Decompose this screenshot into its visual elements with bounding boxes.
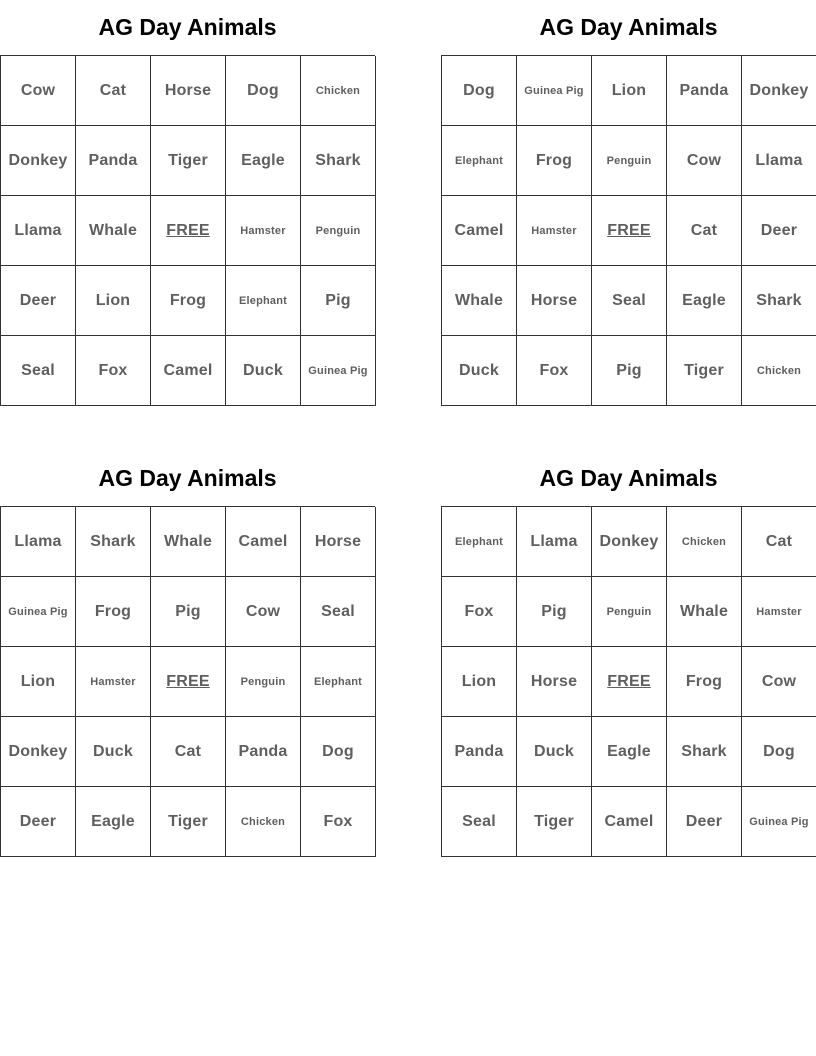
bingo-cell: Cat — [76, 56, 151, 126]
bingo-cell: Frog — [667, 647, 742, 717]
card-title: AG Day Animals — [539, 14, 718, 40]
bingo-cell: Donkey — [592, 507, 667, 577]
bingo-cell: Cow — [1, 56, 76, 126]
bingo-cell: Donkey — [1, 717, 76, 787]
bingo-cell: Cow — [742, 647, 816, 717]
bingo-cell: Penguin — [226, 647, 301, 717]
bingo-cell: Guinea Pig — [742, 787, 816, 857]
bingo-cell: Duck — [442, 336, 517, 406]
bingo-cell: Horse — [517, 266, 592, 336]
bingo-cell: Fox — [442, 577, 517, 647]
bingo-cell: Duck — [517, 717, 592, 787]
bingo-cell: Tiger — [667, 336, 742, 406]
bingo-cell: Guinea Pig — [517, 56, 592, 126]
card-title: AG Day Animals — [98, 465, 277, 491]
bingo-cell: Deer — [742, 196, 816, 266]
bingo-card-2 — [441, 0, 816, 406]
bingo-cell: Hamster — [742, 577, 816, 647]
bingo-cell: Deer — [667, 787, 742, 857]
bingo-cell: Seal — [301, 577, 376, 647]
bingo-cell: Shark — [667, 717, 742, 787]
bingo-cell: Hamster — [76, 647, 151, 717]
bingo-cell: Deer — [1, 787, 76, 857]
bingo-cell: Donkey — [742, 56, 816, 126]
bingo-cell: Chicken — [742, 336, 816, 406]
bingo-cell: Panda — [76, 126, 151, 196]
bingo-cell: Whale — [76, 196, 151, 266]
bingo-cell: Dog — [442, 56, 517, 126]
bingo-cell: Penguin — [301, 196, 376, 266]
bingo-cell: Fox — [76, 336, 151, 406]
bingo-cell: Horse — [517, 647, 592, 717]
bingo-cell: Dog — [301, 717, 376, 787]
bingo-cell: Shark — [742, 266, 816, 336]
bingo-cell: Whale — [442, 266, 517, 336]
bingo-cell: Fox — [517, 336, 592, 406]
bingo-cell: Lion — [592, 56, 667, 126]
bingo-cell: Elephant — [301, 647, 376, 717]
card-title: AG Day Animals — [539, 465, 718, 491]
bingo-cell: Whale — [151, 507, 226, 577]
card-title: AG Day Animals — [98, 14, 277, 40]
bingo-cell: Dog — [742, 717, 816, 787]
free-space: FREE — [151, 647, 226, 717]
bingo-cell: Guinea Pig — [1, 577, 76, 647]
bingo-cell: Eagle — [76, 787, 151, 857]
bingo-grid — [0, 55, 375, 406]
bingo-cell: Lion — [442, 647, 517, 717]
bingo-cell: Eagle — [226, 126, 301, 196]
bingo-cell: Chicken — [226, 787, 301, 857]
bingo-cell: Shark — [301, 126, 376, 196]
bingo-cell: Llama — [742, 126, 816, 196]
bingo-cell: Elephant — [226, 266, 301, 336]
bingo-cell: Chicken — [667, 507, 742, 577]
bingo-cell: Cow — [226, 577, 301, 647]
bingo-cell: Pig — [151, 577, 226, 647]
bingo-cell: Camel — [151, 336, 226, 406]
bingo-cell: Donkey — [1, 126, 76, 196]
bingo-cell: Camel — [226, 507, 301, 577]
bingo-cell: Seal — [442, 787, 517, 857]
bingo-cell: Duck — [226, 336, 301, 406]
bingo-cell: Panda — [226, 717, 301, 787]
bingo-cell: Pig — [517, 577, 592, 647]
bingo-cell: Hamster — [517, 196, 592, 266]
bingo-cell: Deer — [1, 266, 76, 336]
bingo-cell: Cat — [742, 507, 816, 577]
bingo-cell: Cat — [667, 196, 742, 266]
bingo-cell: Dog — [226, 56, 301, 126]
bingo-cell: Llama — [1, 507, 76, 577]
bingo-card-1 — [0, 0, 375, 406]
bingo-cell: Camel — [442, 196, 517, 266]
bingo-cell: Tiger — [151, 787, 226, 857]
bingo-cell: Pig — [592, 336, 667, 406]
bingo-cell: Chicken — [301, 56, 376, 126]
bingo-cell: Frog — [517, 126, 592, 196]
bingo-cell: Lion — [76, 266, 151, 336]
bingo-cell: Horse — [151, 56, 226, 126]
free-space: FREE — [592, 647, 667, 717]
bingo-cell: Lion — [1, 647, 76, 717]
bingo-cell: Frog — [151, 266, 226, 336]
bingo-cell: Horse — [301, 507, 376, 577]
bingo-cell: Cat — [151, 717, 226, 787]
bingo-cell: Eagle — [667, 266, 742, 336]
bingo-cell: Duck — [76, 717, 151, 787]
bingo-cell: Penguin — [592, 126, 667, 196]
bingo-cell: Hamster — [226, 196, 301, 266]
bingo-cell: Guinea Pig — [301, 336, 376, 406]
bingo-cell: Camel — [592, 787, 667, 857]
bingo-grid — [0, 506, 375, 857]
bingo-cell: Frog — [76, 577, 151, 647]
bingo-cell: Panda — [442, 717, 517, 787]
bingo-cell: Seal — [592, 266, 667, 336]
bingo-cell: Tiger — [517, 787, 592, 857]
bingo-cell: Tiger — [151, 126, 226, 196]
free-space: FREE — [592, 196, 667, 266]
bingo-card-4 — [441, 451, 816, 857]
free-space: FREE — [151, 196, 226, 266]
bingo-cell: Llama — [1, 196, 76, 266]
bingo-cell: Eagle — [592, 717, 667, 787]
bingo-card-3 — [0, 451, 375, 857]
bingo-cell: Cow — [667, 126, 742, 196]
bingo-cell: Elephant — [442, 507, 517, 577]
bingo-grid — [441, 55, 816, 406]
bingo-cell: Llama — [517, 507, 592, 577]
bingo-cell: Shark — [76, 507, 151, 577]
bingo-cell: Panda — [667, 56, 742, 126]
bingo-cell: Penguin — [592, 577, 667, 647]
bingo-cell: Whale — [667, 577, 742, 647]
bingo-cell: Seal — [1, 336, 76, 406]
bingo-cell: Fox — [301, 787, 376, 857]
bingo-cell: Pig — [301, 266, 376, 336]
bingo-cell: Elephant — [442, 126, 517, 196]
bingo-grid — [441, 506, 816, 857]
